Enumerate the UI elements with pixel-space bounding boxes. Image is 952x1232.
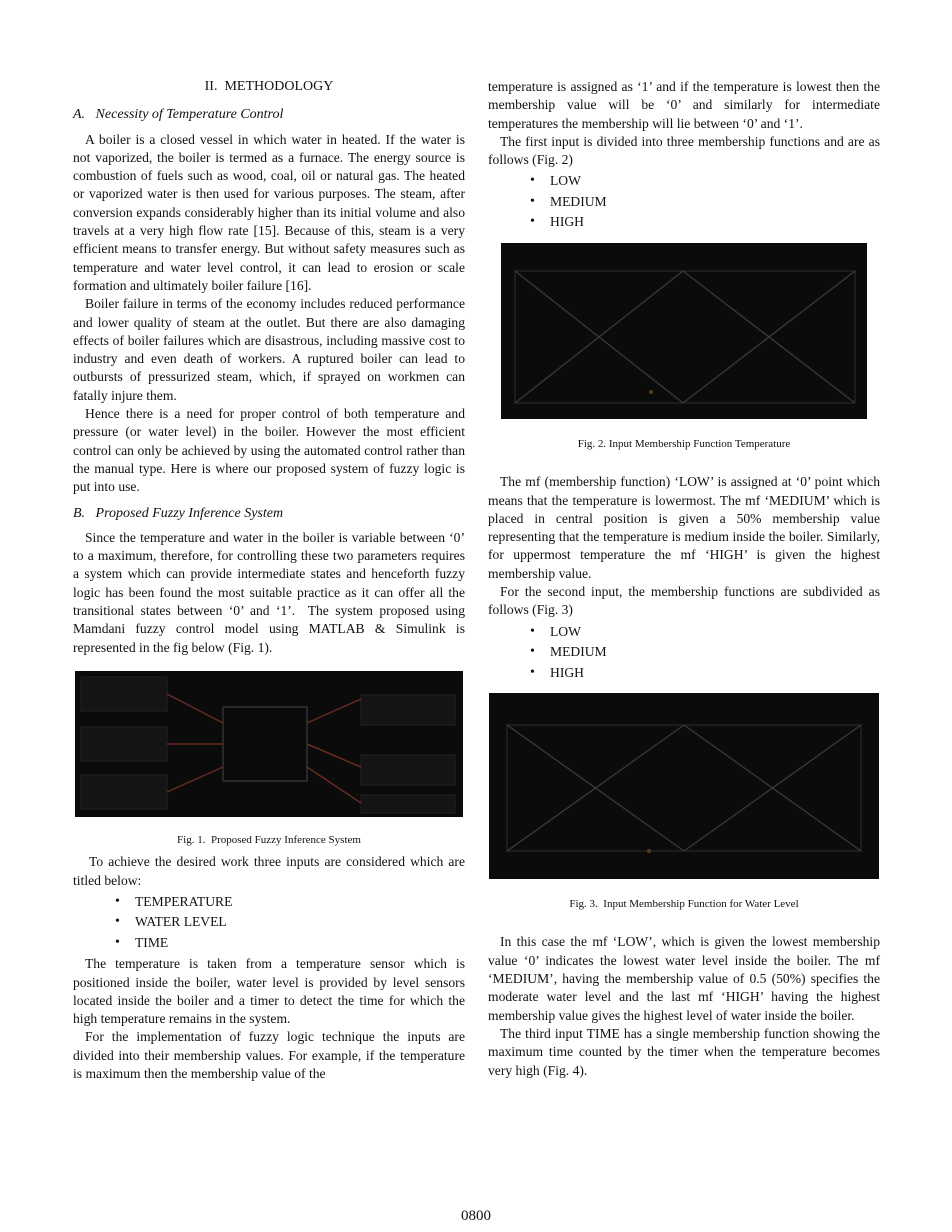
list-item: • LOW [488, 171, 880, 192]
plot-frame [507, 725, 861, 851]
figure-3-water-level-mf [489, 693, 879, 879]
subsection-b-heading: B. Proposed Fuzzy Inference System [73, 505, 284, 521]
left-column [73, 78, 465, 1083]
paragraph-r6: The third input TIME has a single membership function showing the maximum time counted by the timer when the temperature becomes very high (Fig. 4). [488, 1025, 880, 1078]
inputs-list [73, 892, 465, 954]
list-item: • TIME [73, 933, 465, 954]
figure-1-caption: Fig. 1. Proposed Fuzzy Inference System [177, 833, 361, 846]
paragraph-b2: To achieve the desired work three inputs are considered which are titled below: [73, 854, 465, 888]
paragraph-r2: The first input is divided into three membership functions and are as follows (Fig. 2) [488, 133, 880, 168]
link-line [307, 767, 361, 803]
fis-diagram [75, 671, 463, 817]
plot-marker [649, 390, 653, 394]
input-block-water-level [81, 727, 167, 761]
mf-plot-temperature [501, 243, 867, 419]
paragraph-r5: In this case the mf ‘LOW’, which is given the lowest membership value ‘0’ indicates the lowest water level inside the boiler. The mf ‘MEDIUM’, having the membership value of 0.5 (50%) specifies the moderate water level and the last mf ‘HIGH’ having the highest membership value gives the highest level of water inside the boiler. [488, 934, 880, 1023]
paragraph-b4: For the implementation of fuzzy logic technique the inputs are divided into their membership values. For example, if the temperature is maximum then the membership value of the [73, 1029, 465, 1082]
paragraph-r4: For the second input, the membership functions are subdivided as follows (Fig. 3) [488, 584, 880, 618]
paragraph-b1: Since the temperature and water in the boiler is variable between ‘0’ to a maximum, therefore, for controlling these two parameters requires a system which can provide intermediate states and henceforth fuzzy logic has been found the most suitable practice as it can offer all the transitional states between ‘0’ and ‘1’. The system proposed using Mamdani fuzzy control model using MATLAB & Simulink is represented in the fig below (Fig. 1). [73, 529, 465, 655]
mf-list-water-level [488, 622, 880, 684]
plot-marker [647, 849, 651, 853]
mf-plot-water-level [489, 693, 879, 879]
list-item: • TEMPERATURE [73, 892, 465, 913]
right-column [488, 78, 880, 1080]
paragraph-r3: The mf (membership function) ‘LOW’ is assigned at ‘0’ point which means that the temperature is lowermost. The mf ‘MEDIUM’ which is placed in central position is given a 50% membership value representing that the temperature is medium inside the boiler. Similarly, for uppermost temperature the mf ‘HIGH’ is given the highest membership value. [488, 474, 880, 581]
paragraph-a3: Hence there is a need for proper control of both temperature and pressure (or water level) in the boiler. However the most efficient control can only be achieved by using the automated control rather than the manual type. Here is where our proposed system of fuzzy logic is put into use. [73, 406, 465, 495]
paragraph-r1: temperature is assigned as ‘1’ and if the temperature is lowest then the membership value will be ‘0’ and similarly for intermediate temperatures the membership will lie between ‘0’ and ‘1’. [488, 79, 880, 131]
figure-1-fuzzy-inference-system [75, 671, 463, 817]
output-block-3 [361, 795, 455, 813]
figure-2-caption: Fig. 2. Input Membership Function Temperature [577, 437, 791, 450]
paragraph-a2: Boiler failure in terms of the economy includes reduced performance and lower quality of steam at the outlet. But there are also damaging effects of boiler failures which are disastrous, including massive cost to industry and even death of workers. A ruptured boiler can lead to outbursts of pressurized steam, which, if sprayed on workmen can fatally injure them. [73, 296, 465, 403]
mf-list-temperature [488, 171, 880, 233]
fis-block [223, 707, 307, 781]
output-block-2 [361, 755, 455, 785]
output-block-1 [361, 695, 455, 725]
input-block-temperature [81, 677, 167, 711]
list-item: • MEDIUM [488, 642, 880, 663]
list-item: • HIGH [488, 212, 880, 233]
list-item: • HIGH [488, 663, 880, 684]
list-item: • MEDIUM [488, 192, 880, 213]
link-line [307, 699, 361, 723]
subsection-a-heading: A. Necessity of Temperature Control [73, 107, 284, 123]
list-item: • LOW [488, 622, 880, 643]
link-line [167, 767, 223, 792]
list-item: • WATER LEVEL [73, 912, 465, 933]
link-line [167, 694, 223, 723]
plot-frame [515, 271, 855, 403]
figure-2-temperature-mf [501, 243, 867, 419]
figure-3-caption: Fig. 3. Input Membership Function for Water Level [569, 898, 799, 911]
page-number: 0800 [461, 1208, 491, 1224]
paragraph-a1: A boiler is a closed vessel in which water in heated. If the water is not vaporized, the boiler is termed as a furnace. The energy source is combustion of fuels such as wood, coal, oil or natural gas. The heated or vaporized water is then used for various purposes. The steam, after conversion expands considerably higher than its initial volume and also travels at a very high flow rate [15]. Because of this, steam is a very efficient means to transfer energy. But without safety measures such as temperature and water level control, it can lead to erosion or scale formation and ultimately boiler failure [16]. [73, 131, 465, 293]
link-line [307, 744, 361, 767]
input-block-time [81, 775, 167, 809]
section-title: II. METHODOLOGY [204, 79, 334, 94]
paragraph-b3: The temperature is taken from a temperature sensor which is positioned inside the boiler, water level is provided by level sensors located inside the boiler and a timer to detect the time for which the high temperature remains in the system. [73, 956, 465, 1027]
